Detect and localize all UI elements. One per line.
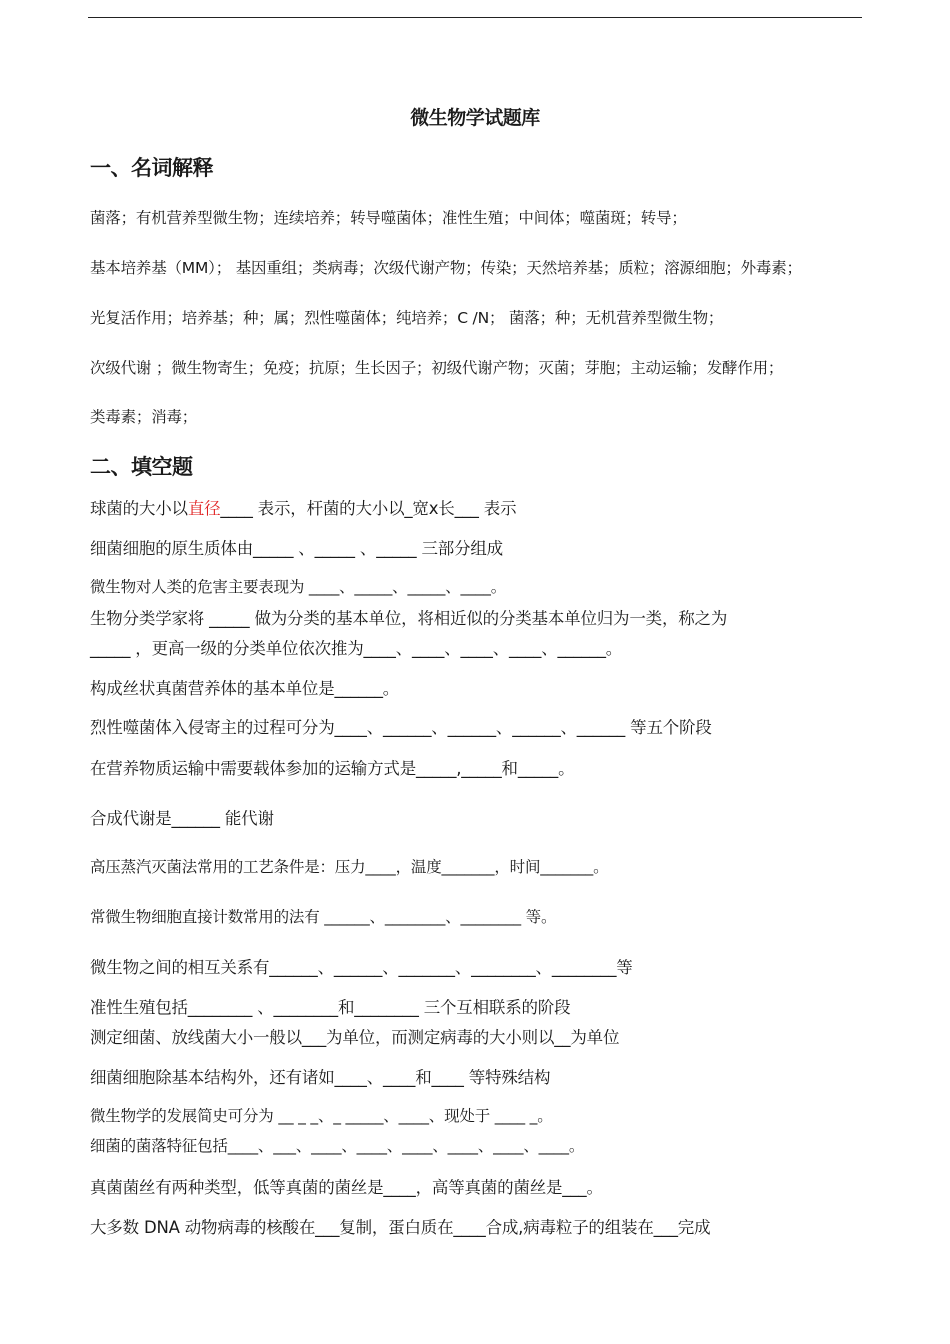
question-line: 常微生物细胞直接计数常用的法有 ______、________、________ 等。: [90, 908, 557, 926]
term-line: 基本培养基（MM）； 基因重组；类病毒；次级代谢产物；传染；天然培养基；质粒；溶源细胞；外毒素；: [90, 259, 802, 277]
question-line: 细菌细胞除基本结构外，还有诸如____、____和____ 等特殊结构: [90, 1068, 551, 1087]
question-line: 微生物对人类的危害主要表现为 ____、_____、_____、____。: [90, 578, 507, 596]
question-line: 烈性噬菌体入侵寄主的过程可分为____、______、______、______、______ 等五个阶段: [90, 718, 712, 737]
question-line: 微生物之间的相互关系有______、______、_______、________、________等: [90, 958, 633, 977]
question-text: 球菌的大小以: [90, 499, 188, 518]
question-line: 测定细菌、放线菌大小一般以___为单位，而测定病毒的大小则以__为单位: [90, 1028, 620, 1047]
header-rule: [88, 17, 862, 18]
question-line: [90, 495, 865, 519]
question-line: 合成代谢是______ 能代谢: [90, 809, 274, 828]
term-line: 类毒素；消毒；: [90, 408, 198, 426]
question-text: ____ 表示，杆菌的大小以_宽x长___ 表示: [220, 499, 517, 518]
section-heading-definitions: 一、名词解释: [90, 156, 213, 180]
term-line: 光复活作用；培养基；种；属；烈性噬菌体；纯培养；C /N； 菌落；种；无机营养型微生物；: [90, 309, 724, 327]
question-line: 准性生殖包括________ 、________和________ 三个互相联系的阶段: [90, 998, 571, 1017]
question-line: 构成丝状真菌营养体的基本单位是______。: [90, 679, 400, 698]
term-line: 菌落；有机营养型微生物；连续培养；转导噬菌体；准性生殖；中间体；噬菌斑；转导；: [90, 209, 687, 227]
page-title: 微生物学试题库: [410, 107, 540, 129]
question-line: 微生物学的发展简史可分为 __ _ _、_ _____、____、现处于 ____ _。: [90, 1107, 553, 1125]
question-line: 高压蒸汽灭菌法常用的工艺条件是：压力____，温度_______，时间_______。: [90, 858, 609, 876]
question-line: 真菌菌丝有两种类型，低等真菌的菌丝是____，高等真菌的菌丝是___。: [90, 1178, 603, 1197]
question-line: _____ ，更高一级的分类单位依次推为____、____、____、____、______。: [90, 639, 623, 658]
section-heading-fill-blank: 二、填空题: [90, 455, 193, 479]
filled-answer: 直径: [187, 499, 221, 518]
question-line: 细菌的菌落特征包括____、___、____、____、____、____、____、____。: [90, 1137, 585, 1155]
question-line: 大多数 DNA 动物病毒的核酸在___复制，蛋白质在____合成,病毒粒子的组装在___完成: [90, 1218, 711, 1237]
question-line: 细菌细胞的原生质体由_____ 、_____ 、_____ 三部分组成: [90, 539, 503, 558]
question-line: 生物分类学家将 _____ 做为分类的基本单位，将相近似的分类基本单位归为一类，称之为: [90, 609, 728, 628]
question-line: 在营养物质运输中需要载体参加的运输方式是_____,_____和_____。: [90, 759, 575, 778]
term-line: 次级代谢 ；微生物寄生；免疫；抗原；生长因子；初级代谢产物；灭菌；芽胞；主动运输；发酵作用；: [90, 359, 784, 377]
